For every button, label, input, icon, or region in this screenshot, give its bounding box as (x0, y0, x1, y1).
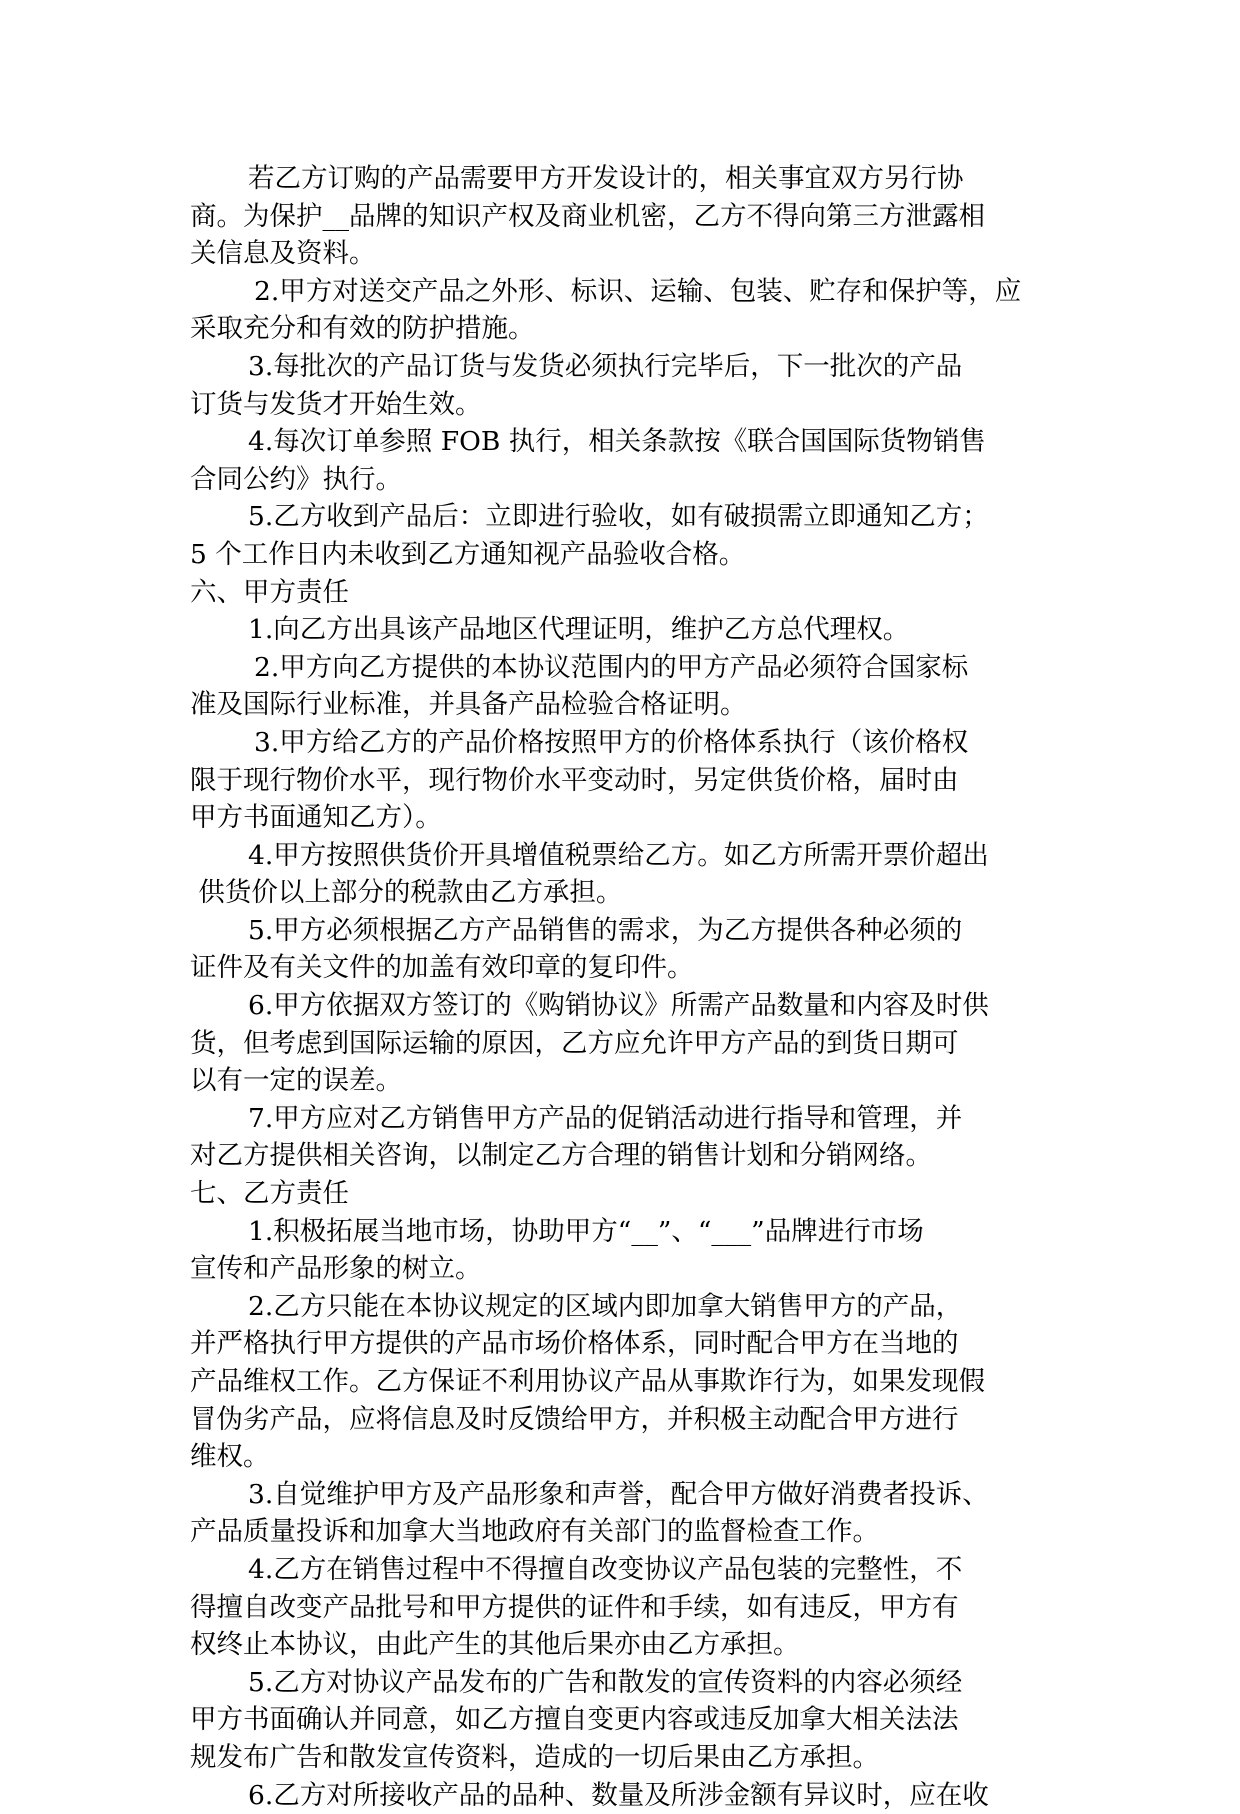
document-page (190, 160, 1070, 1814)
paragraph-line: 1.积极拓展当地市场，协助甲方“__”、“___”品牌进行市场 (248, 1215, 924, 1247)
paragraph-line: 2.甲方对送交产品之外形、标识、运输、包装、贮存和保护等，应 (254, 275, 1022, 307)
paragraph-line: 4.甲方按照供货价开具增值税票给乙方。如乙方所需开票价超出 (248, 839, 989, 871)
paragraph-line: 4.每次订单参照 FOB 执行，相关条款按《联合国国际货物销售 (248, 426, 986, 458)
paragraph-line: 货，但考虑到国际运输的原因，乙方应允许甲方产品的到货日期可 (190, 1027, 959, 1059)
paragraph-line: 甲方书面确认并同意，如乙方擅自变更内容或违反加拿大相关法法 (190, 1704, 959, 1736)
paragraph-line: 甲方书面通知乙方）。 (190, 802, 442, 834)
section-heading: 六、甲方责任 (190, 576, 349, 608)
paragraph-line: 限于现行物价水平，现行物价水平变动时，另定供货价格，届时由 (190, 764, 959, 796)
paragraph-line: 2.乙方只能在本协议规定的区域内即加拿大销售甲方的产品， (248, 1290, 963, 1322)
paragraph-line: 3.每批次的产品订货与发货必须执行完毕后，下一批次的产品 (248, 350, 963, 382)
paragraph-line: 对乙方提供相关咨询，以制定乙方合理的销售计划和分销网络。 (190, 1140, 932, 1172)
paragraph-line: 5 个工作日内未收到乙方通知视产品验收合格。 (190, 538, 746, 570)
paragraph-line: 得擅自改变产品批号和甲方提供的证件和手续，如有违反，甲方有 (190, 1591, 959, 1623)
paragraph-line: 维权。 (190, 1441, 270, 1473)
paragraph-line: 7.甲方应对乙方销售甲方产品的促销活动进行指导和管理，并 (248, 1102, 963, 1134)
paragraph-line: 若乙方订购的产品需要甲方开发设计的，相关事宜双方另行协 (248, 163, 964, 194)
paragraph-line: 以有一定的误差。 (190, 1065, 402, 1097)
paragraph-line: 准及国际行业标准，并具备产品检验合格证明。 (190, 689, 747, 721)
section-heading: 七、乙方责任 (190, 1178, 349, 1210)
paragraph-line: 5.乙方收到产品后：立即进行验收，如有破损需立即通知乙方； (248, 501, 989, 533)
paragraph-line: 证件及有关文件的加盖有效印章的复印件。 (190, 952, 694, 984)
paragraph-line: 6.甲方依据双方签订的《购销协议》所需产品数量和内容及时供 (248, 990, 989, 1022)
paragraph-line: 冒伪劣产品，应将信息及时反馈给甲方，并积极主动配合甲方进行 (190, 1403, 959, 1435)
paragraph-line: 2.甲方向乙方提供的本协议范围内的甲方产品必须符合国家标 (254, 651, 969, 683)
paragraph-line: 采取充分和有效的防护措施。 (190, 313, 535, 345)
paragraph-line: 产品质量投诉和加拿大当地政府有关部门的监督检查工作。 (190, 1516, 879, 1548)
paragraph-line: 5.乙方对协议产品发布的广告和散发的宣传资料的内容必须经 (248, 1666, 963, 1698)
paragraph-line: 4.乙方在销售过程中不得擅自改变协议产品包装的完整性，不 (248, 1553, 963, 1585)
paragraph-line: 3.自觉维护甲方及产品形象和声誉，配合甲方做好消费者投诉、 (248, 1478, 989, 1510)
paragraph-line: 6.乙方对所接收产品的品种、数量及所涉金额有异议时，应在收 (248, 1779, 989, 1811)
paragraph-line: 产品维权工作。乙方保证不利用协议产品从事欺诈行为，如果发现假 (190, 1366, 985, 1397)
paragraph-line: 关信息及资料。 (190, 238, 376, 270)
paragraph-line: 1.向乙方出具该产品地区代理证明，维护乙方总代理权。 (248, 614, 910, 646)
paragraph-line: 3.甲方给乙方的产品价格按照甲方的价格体系执行（该价格权 (254, 726, 969, 758)
paragraph-line: 商。为保护__品牌的知识产权及商业机密，乙方不得向第三方泄露相 (190, 200, 985, 232)
paragraph-line: 规发布广告和散发宣传资料，造成的一切后果由乙方承担。 (190, 1741, 879, 1773)
paragraph-line: 宣传和产品形象的树立。 (190, 1253, 482, 1285)
paragraph-line: 合同公约》执行。 (190, 463, 402, 495)
paragraph-line: 权终止本协议，由此产生的其他后果亦由乙方承担。 (190, 1629, 800, 1661)
paragraph-line: 5.甲方必须根据乙方产品销售的需求，为乙方提供各种必须的 (248, 914, 963, 946)
paragraph-line: 订货与发货才开始生效。 (190, 388, 482, 420)
paragraph-line: 并严格执行甲方提供的产品市场价格体系，同时配合甲方在当地的 (190, 1328, 959, 1360)
paragraph-line: 供货价以上部分的税款由乙方承担。 (190, 877, 623, 909)
